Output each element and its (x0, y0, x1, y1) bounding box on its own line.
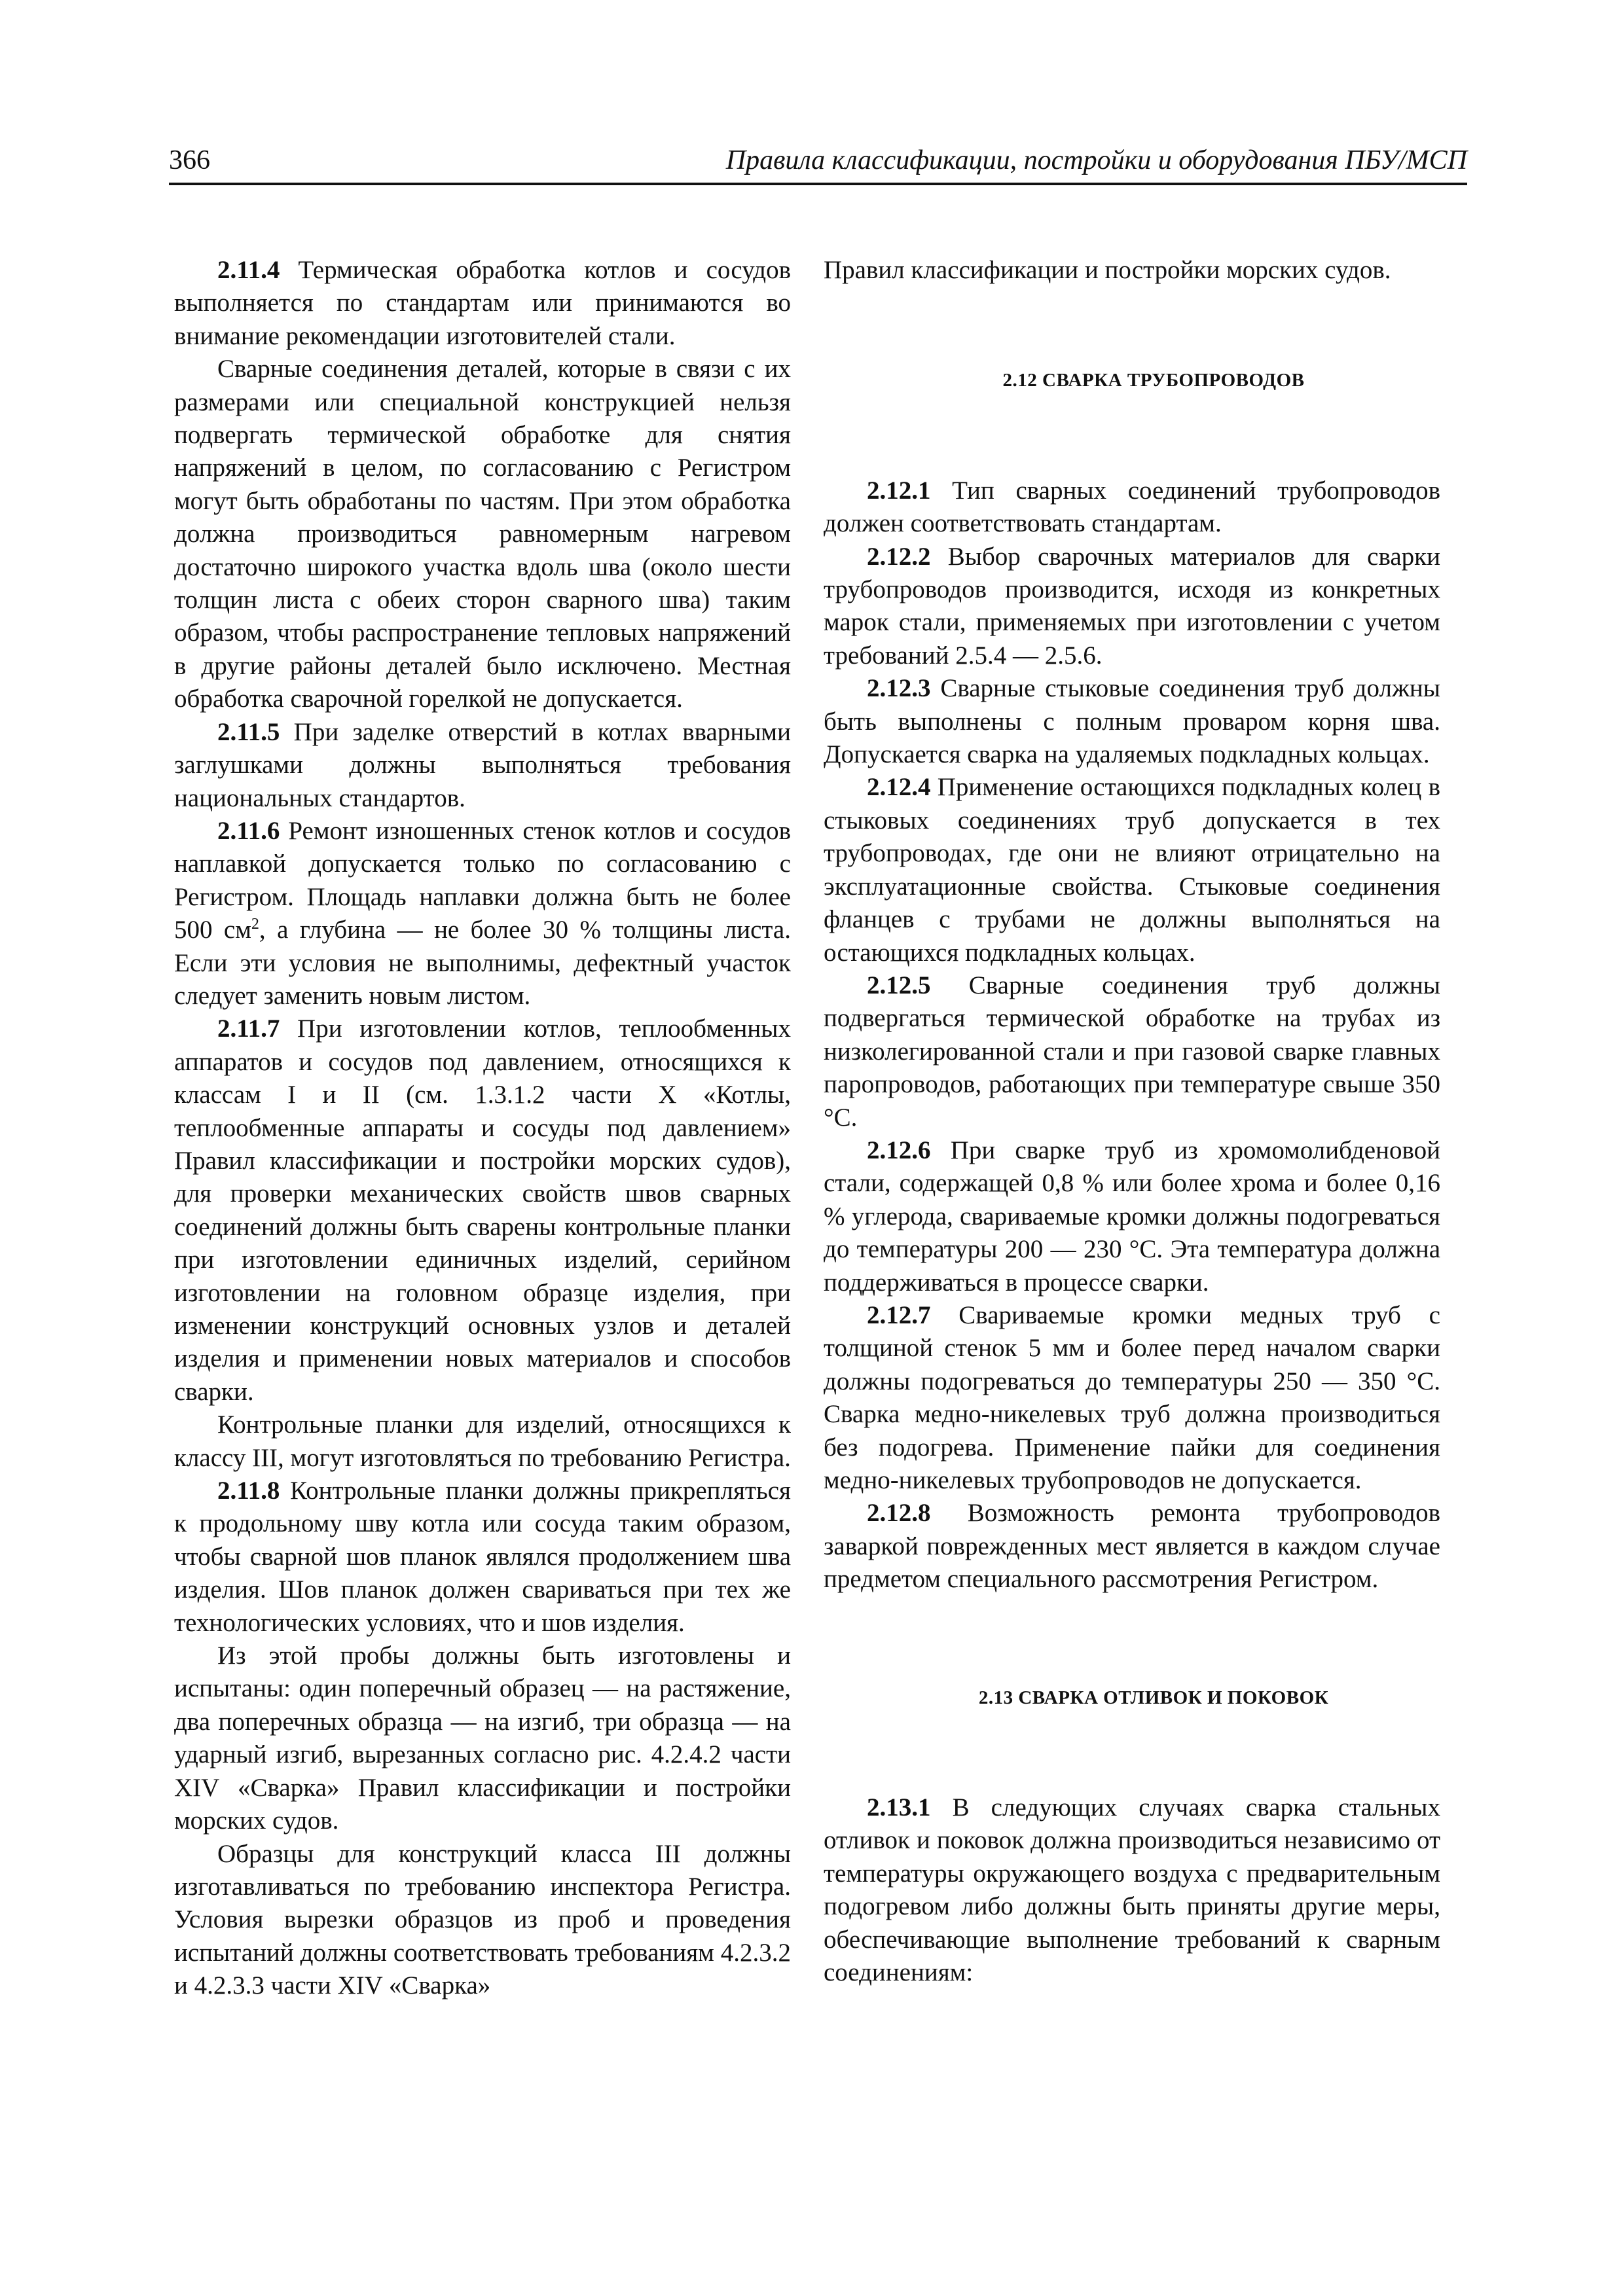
clause-number: 2.12.3 (867, 674, 931, 703)
paragraph-text: При изготовлении котлов, теплообменных аппаратов и сосудов под давлением, относящихся к классам I и II (см. 1.3.1.2 части X «Котлы, теплообменные аппараты и сосуды под давлением» Правил классификации и постройки морских судов), для проверки механических свойств швов сварных соединений должны быть сварены контрольные планки при изготовлении единичных изделий, серийном изготовлении на головном образце изделия, при изменении конструкций основных узлов и деталей изделия и применении новых материалов и способов сварки. (174, 1014, 791, 1406)
clause-number: 2.12.1 (867, 476, 931, 505)
paragraph-text: Контрольные планки для изделий, относящихся к классу III, могут изготовляться по требованию Регистра. (174, 1410, 791, 1472)
paragraph-text: Из этой пробы должны быть изготовлены и испытаны: один поперечный образец — на растяжение, два поперечных образца — на изгиб, три образца — на ударный изгиб, вырезанных согласно рис. 4.2.4.2 части XIV «Сварка» Правил классификации и постройки морских судов. (174, 1641, 791, 1835)
paragraph-text: Свариваемые кромки медных труб с толщиной стенок 5 мм и более перед началом сварки должны подогреваться до температуры 250 — 350 °С. Сварка медно-никелевых труб должна производиться без подогрева. Применение пайки для соединения медно-никелевых трубопроводов не допускается. (824, 1300, 1440, 1494)
paragraph (174, 353, 791, 715)
paragraph-2-12-6 (824, 1134, 1440, 1299)
clause-number: 2.11.8 (217, 1477, 280, 1505)
paragraph-text: Сварные стыковые соединения труб должны быть выполнены с полным проваром корня шва. Допускается сварка на удаляемых подкладных кольцах. (824, 674, 1440, 769)
spacer (824, 397, 1440, 475)
clause-number: 2.13.1 (867, 1793, 931, 1822)
spacer (824, 1714, 1440, 1791)
paragraph-text: Сварные соединения труб должны подвергаться термической обработке на трубах из низколегированной стали и при газовой сварке главных паропроводов, работающих при температуре свыше 350 °С. (824, 971, 1440, 1132)
left-column (174, 254, 791, 2003)
clause-number: 2.11.5 (217, 717, 280, 746)
section-heading-2-12: 2.12 СВАРКА ТРУБОПРОВОДОВ (1002, 370, 1305, 391)
paragraph-text: Тип сварных соединений трубопроводов должен соответствовать стандартам. (824, 476, 1440, 538)
paragraph-text: Термическая обработка котлов и сосудов выполняется по стандартам или принимаются во внимание рекомендации изготовителей стали. (174, 256, 791, 350)
paragraph (174, 1838, 791, 2003)
clause-number: 2.12.2 (867, 542, 931, 571)
paragraph-2-13-1 (824, 1791, 1440, 1989)
clause-number: 2.11.7 (217, 1014, 280, 1043)
paragraph-text: , а глубина — не более 30 % толщины листа. Если эти условия не выполнимы, дефектный участок следует заменить новым листом. (174, 916, 791, 1010)
clause-number: 2.12.8 (867, 1499, 931, 1528)
superscript: 2 (251, 916, 259, 933)
clause-number: 2.12.6 (867, 1136, 931, 1164)
section-heading-2-13: 2.13 СВАРКА ОТЛИВОК И ПОКОВОК (978, 1687, 1329, 1708)
spacer (824, 1596, 1440, 1681)
running-header-title: Правила классификации, постройки и оборудования ПБУ/МСП (725, 145, 1467, 175)
paragraph-2-11-4 (174, 254, 791, 353)
right-column (824, 254, 1440, 1989)
paragraph-text: Образцы для конструкций класса III должны изготавливаться по требованию инспектора Регистра. Условия вырезки образцов из проб и проведения испытаний должны соответствовать требованиям 4.2.3.2 и 4.2.3.3 части XIV «Сварка» (174, 1839, 791, 2000)
clause-number: 2.11.6 (217, 816, 280, 845)
running-header (169, 141, 1467, 185)
paragraph-2-12-8 (824, 1497, 1440, 1596)
paragraph-text: Возможность ремонта трубопроводов заваркой поврежденных мест является в каждом случае предметом специального рассмотрения Регистром. (824, 1499, 1440, 1594)
paragraph-2-11-7 (174, 1013, 791, 1408)
paragraph-text: Контрольные планки должны прикрепляться к продольному шву котла или сосуда таким образом, чтобы сварной шов планок являлся продолжением шва изделия. Шов планок должен свариваться при тех же технологических условиях, что и шов изделия. (174, 1477, 791, 1637)
paragraph-2-11-6 (174, 815, 791, 1013)
paragraph-text: При заделке отверстий в котлах вварными заглушками должны выполняться требования национальных стандартов. (174, 717, 791, 812)
clause-number: 2.12.7 (867, 1300, 931, 1329)
paragraph (174, 1408, 791, 1475)
clause-number: 2.12.4 (867, 773, 931, 802)
spacer (824, 287, 1440, 364)
paragraph-text: Правил классификации и постройки морских судов. (824, 256, 1391, 284)
paragraph-2-12-4 (824, 771, 1440, 969)
paragraph-continuation (824, 254, 1440, 287)
paragraph-text: Выбор сварочных материалов для сварки трубопроводов производится, исходя из конкретных марок стали, применяемых при изготовлении с учетом требований 2.5.4 — 2.5.6. (824, 542, 1440, 670)
paragraph-text: При сварке труб из хромомолибденовой стали, содержащей 0,8 % или более хрома и более 0,16 % углерода, свариваемые кромки должны подогреваться до температуры 200 — 230 °С. Эта температура должна поддерживаться в процессе сварки. (824, 1136, 1440, 1297)
paragraph-2-12-7 (824, 1299, 1440, 1497)
paragraph-2-12-5 (824, 969, 1440, 1134)
paragraph-text: Ремонт изношенных стенок котлов и сосудов наплавкой допускается только по согласованию с Регистром. Площадь наплавки должна быть не более 500 см (174, 816, 791, 944)
paragraph-text: Применение остающихся подкладных колец в стыковых соединениях труб допускается в тех трубопроводах, где они не влияют отрицательно на эксплуатационные свойства. Стыковые соединения фланцев с трубами не должны выполняться на остающихся подкладных кольцах. (824, 773, 1440, 967)
page-number: 366 (169, 145, 210, 175)
paragraph-2-11-8 (174, 1475, 791, 1640)
paragraph-2-11-5 (174, 716, 791, 815)
clause-number: 2.11.4 (217, 256, 280, 284)
paragraph-text: Сварные соединения деталей, которые в связи с их размерами или специальной конструкцией нельзя подвергать термической обработке для снятия напряжений в целом, по согласованию с Регистром могут быть обработаны по частям. При этом обработка должна производиться равномерным нагревом достаточно широкого участка вдоль шва (около шести толщин листа с обеих сторон сварного шва) таким образом, чтобы распространение тепловых напряжений в другие районы деталей было исключено. Местная обработка сварочной горелкой не допускается. (174, 355, 791, 713)
clause-number: 2.12.5 (867, 971, 931, 999)
paragraph-2-12-1 (824, 475, 1440, 541)
paragraph-text: В следующих случаях сварка стальных отливок и поковок должна производиться независимо от температуры окружающего воздуха с предварительным подогревом либо должны быть приняты другие меры, обеспечивающие выполнение требований к сварным соединениям: (824, 1793, 1440, 1987)
paragraph (174, 1640, 791, 1837)
paragraph-2-12-2 (824, 541, 1440, 673)
paragraph-2-12-3 (824, 672, 1440, 771)
